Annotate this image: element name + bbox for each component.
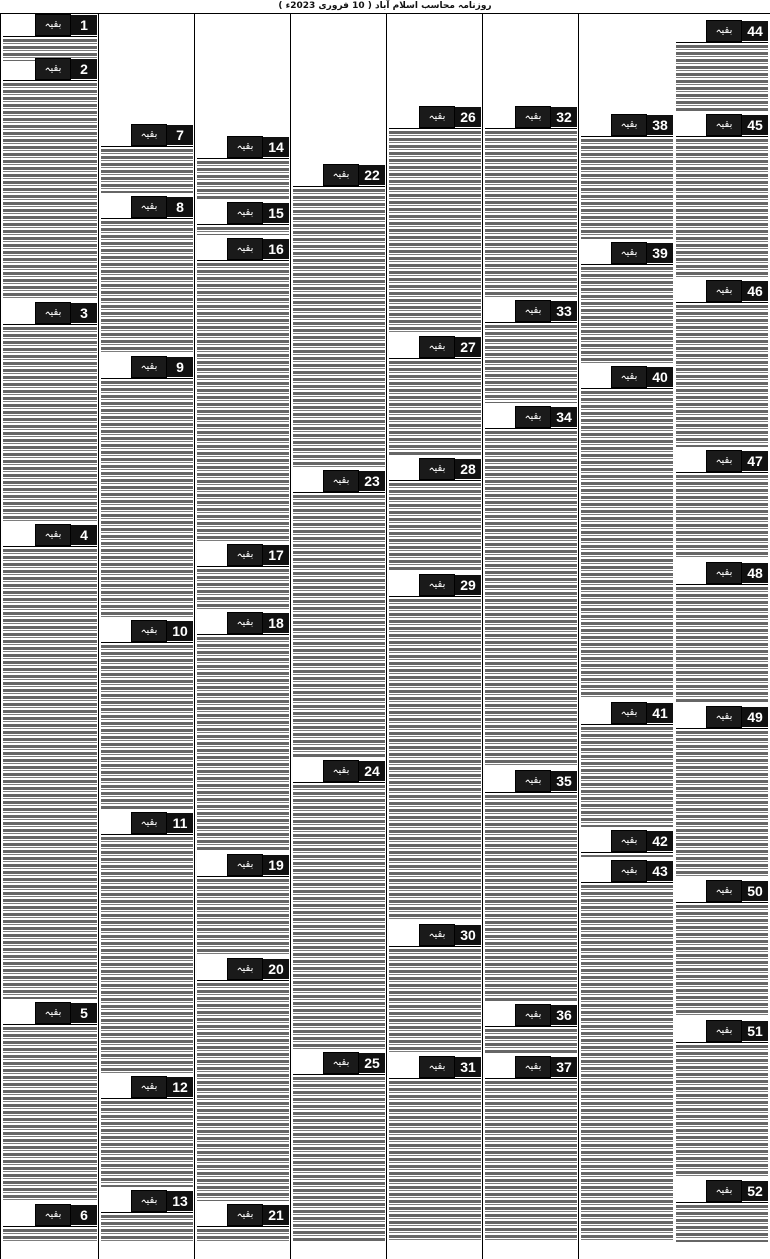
continuation-label: بقیہ bbox=[419, 574, 455, 596]
article-text-body bbox=[389, 599, 481, 921]
continuation-label: بقیہ bbox=[131, 196, 167, 218]
article-text-body bbox=[485, 1081, 577, 1242]
continuation-block bbox=[485, 406, 577, 768]
continuation-number: 9 bbox=[167, 357, 193, 377]
article-text-body bbox=[101, 381, 193, 617]
article-text-body bbox=[293, 785, 385, 1049]
continuation-header bbox=[3, 1204, 97, 1227]
continuation-block bbox=[581, 860, 673, 1243]
continuation-block bbox=[581, 702, 673, 828]
article-text-body bbox=[389, 1081, 481, 1242]
continuation-label: بقیہ bbox=[515, 300, 551, 322]
column-6 bbox=[194, 14, 291, 1259]
continuation-block bbox=[197, 544, 289, 610]
continuation-block bbox=[389, 924, 481, 1054]
continuation-label: بقیہ bbox=[35, 1002, 71, 1024]
article-text-body bbox=[293, 189, 385, 467]
continuation-block bbox=[101, 356, 193, 618]
continuation-label: بقیہ bbox=[131, 1190, 167, 1212]
article-text-body bbox=[676, 1045, 768, 1177]
continuation-block bbox=[293, 760, 385, 1050]
article-text-body bbox=[581, 391, 673, 699]
continuation-block bbox=[101, 1190, 193, 1243]
continuation-number: 5 bbox=[71, 1003, 97, 1023]
article-text-body bbox=[3, 1027, 97, 1201]
continuation-header bbox=[581, 830, 673, 853]
continuation-block bbox=[3, 1002, 97, 1202]
article-text-body bbox=[3, 327, 97, 521]
column-7 bbox=[98, 14, 195, 1259]
continuation-header bbox=[485, 106, 577, 129]
continuation-number: 11 bbox=[167, 813, 193, 833]
continuation-number: 47 bbox=[742, 451, 768, 471]
continuation-label: بقیہ bbox=[611, 830, 647, 852]
continuation-header bbox=[3, 1002, 97, 1025]
continuation-number: 2 bbox=[71, 59, 97, 79]
continuation-label: بقیہ bbox=[131, 124, 167, 146]
column-4 bbox=[386, 14, 483, 1259]
column-5 bbox=[290, 14, 387, 1259]
continuation-label: بقیہ bbox=[611, 702, 647, 724]
article-text-body bbox=[581, 885, 673, 1242]
continuation-block bbox=[485, 300, 577, 404]
continuation-header bbox=[101, 1190, 193, 1213]
continuation-label: بقیہ bbox=[611, 860, 647, 882]
article-text-body bbox=[485, 795, 577, 1001]
continuation-label: بقیہ bbox=[515, 1056, 551, 1078]
continuation-number: 30 bbox=[455, 925, 481, 945]
article-text-body bbox=[389, 131, 481, 333]
article-text-body bbox=[676, 475, 768, 559]
continuation-header bbox=[676, 562, 768, 585]
continuation-number: 12 bbox=[167, 1077, 193, 1097]
article-text-body bbox=[101, 645, 193, 809]
continuation-block bbox=[197, 238, 289, 542]
continuation-number: 16 bbox=[263, 239, 289, 259]
continuation-label: بقیہ bbox=[35, 58, 71, 80]
continuation-block bbox=[389, 458, 481, 572]
article-text-body bbox=[485, 1029, 577, 1053]
article-text-body bbox=[101, 1215, 193, 1242]
continuation-number: 51 bbox=[742, 1021, 768, 1041]
continuation-block bbox=[197, 854, 289, 956]
continuation-header bbox=[293, 470, 385, 493]
continuation-number: 8 bbox=[167, 197, 193, 217]
continuation-block bbox=[676, 880, 768, 1018]
continuation-header bbox=[676, 1180, 768, 1203]
continuation-header bbox=[3, 58, 97, 81]
article-text-body bbox=[101, 837, 193, 1073]
continuation-number: 43 bbox=[647, 861, 673, 881]
continuation-label: بقیہ bbox=[706, 20, 742, 42]
continuation-block bbox=[581, 830, 673, 858]
continuation-header bbox=[389, 924, 481, 947]
continuation-header bbox=[293, 164, 385, 187]
continuation-number: 14 bbox=[263, 137, 289, 157]
continuation-label: بقیہ bbox=[323, 164, 359, 186]
continuation-label: بقیہ bbox=[706, 450, 742, 472]
continuation-number: 4 bbox=[71, 525, 97, 545]
continuation-block bbox=[389, 1056, 481, 1243]
article-text-body bbox=[197, 161, 289, 199]
continuation-block bbox=[197, 958, 289, 1202]
continuation-header bbox=[197, 136, 289, 159]
continuation-header bbox=[581, 702, 673, 725]
continuation-label: بقیہ bbox=[706, 706, 742, 728]
article-text-body bbox=[197, 879, 289, 955]
article-text-body bbox=[101, 1101, 193, 1187]
continuation-block bbox=[581, 242, 673, 364]
continuation-header bbox=[3, 524, 97, 547]
continuation-number: 13 bbox=[167, 1191, 193, 1211]
continuation-label: بقیہ bbox=[611, 366, 647, 388]
continuation-label: بقیہ bbox=[131, 356, 167, 378]
article-text-body bbox=[485, 431, 577, 767]
continuation-label: بقیہ bbox=[706, 1180, 742, 1202]
continuation-block bbox=[101, 124, 193, 194]
continuation-label: بقیہ bbox=[227, 544, 263, 566]
article-text-body bbox=[197, 263, 289, 541]
continuation-label: بقیہ bbox=[419, 1056, 455, 1078]
continuation-block bbox=[676, 706, 768, 878]
continuation-header bbox=[581, 242, 673, 265]
continuation-header bbox=[3, 14, 97, 37]
continuation-number: 52 bbox=[742, 1181, 768, 1201]
continuation-block bbox=[581, 114, 673, 240]
continuation-block bbox=[101, 1076, 193, 1188]
continuation-block bbox=[3, 302, 97, 522]
continuation-block bbox=[581, 366, 673, 700]
article-text-body bbox=[389, 483, 481, 571]
article-text-body bbox=[676, 905, 768, 1017]
continuation-label: بقیہ bbox=[227, 136, 263, 158]
continuation-label: بقیہ bbox=[35, 302, 71, 324]
article-text-body bbox=[389, 361, 481, 455]
continuation-block bbox=[389, 336, 481, 456]
continuation-label: بقیہ bbox=[611, 242, 647, 264]
continuation-block bbox=[197, 136, 289, 200]
continuation-block bbox=[676, 280, 768, 448]
article-text-body bbox=[581, 139, 673, 239]
continuation-block bbox=[293, 470, 385, 758]
continuation-block bbox=[3, 524, 97, 1000]
article-text-body bbox=[293, 495, 385, 757]
article-text-body bbox=[293, 1077, 385, 1242]
continuation-header bbox=[293, 1052, 385, 1075]
continuation-block bbox=[676, 114, 768, 278]
continuation-label: بقیہ bbox=[227, 854, 263, 876]
continuation-number: 42 bbox=[647, 831, 673, 851]
continuation-number: 35 bbox=[551, 771, 577, 791]
continuation-number: 25 bbox=[359, 1053, 385, 1073]
article-text-body bbox=[3, 83, 97, 299]
article-text-body bbox=[676, 731, 768, 877]
continuation-header bbox=[485, 300, 577, 323]
article-text-body bbox=[197, 637, 289, 851]
continuation-label: بقیہ bbox=[323, 1052, 359, 1074]
article-text-body bbox=[3, 1229, 97, 1242]
continuation-header bbox=[197, 854, 289, 877]
article-text-body bbox=[581, 267, 673, 363]
continuation-label: بقیہ bbox=[131, 1076, 167, 1098]
continuation-label: بقیہ bbox=[515, 106, 551, 128]
continuation-block bbox=[676, 450, 768, 560]
continuation-header bbox=[197, 612, 289, 635]
article-text-body bbox=[197, 569, 289, 609]
continuation-number: 48 bbox=[742, 563, 768, 583]
continuation-number: 18 bbox=[263, 613, 289, 633]
continuation-number: 45 bbox=[742, 115, 768, 135]
continuation-header bbox=[101, 812, 193, 835]
column-1 bbox=[674, 14, 770, 1259]
continuation-label: بقیہ bbox=[419, 924, 455, 946]
continuation-block bbox=[101, 620, 193, 810]
continuation-label: بقیہ bbox=[706, 114, 742, 136]
continuation-number: 46 bbox=[742, 281, 768, 301]
continuation-number: 20 bbox=[263, 959, 289, 979]
continuation-number: 6 bbox=[71, 1205, 97, 1225]
article-text-body bbox=[389, 949, 481, 1053]
continuation-label: بقیہ bbox=[706, 280, 742, 302]
continuation-header bbox=[197, 544, 289, 567]
continuation-block bbox=[197, 202, 289, 236]
continuation-number: 28 bbox=[455, 459, 481, 479]
continuation-number: 24 bbox=[359, 761, 385, 781]
continuation-number: 23 bbox=[359, 471, 385, 491]
article-text-body bbox=[676, 587, 768, 703]
continuation-label: بقیہ bbox=[515, 406, 551, 428]
article-text-body bbox=[197, 227, 289, 235]
article-text-body bbox=[197, 1229, 289, 1242]
article-text-body bbox=[581, 855, 673, 857]
continuation-number: 10 bbox=[167, 621, 193, 641]
continuation-block bbox=[197, 612, 289, 852]
continuation-label: بقیہ bbox=[131, 812, 167, 834]
article-text-body bbox=[676, 1205, 768, 1242]
continuation-label: بقیہ bbox=[131, 620, 167, 642]
continuation-label: بقیہ bbox=[611, 114, 647, 136]
continuation-block bbox=[101, 812, 193, 1074]
continuation-label: بقیہ bbox=[515, 1004, 551, 1026]
continuation-number: 34 bbox=[551, 407, 577, 427]
column-2 bbox=[578, 14, 675, 1259]
continuation-header bbox=[197, 202, 289, 225]
continuation-label: بقیہ bbox=[515, 770, 551, 792]
continuation-number: 1 bbox=[71, 15, 97, 35]
continuation-header bbox=[389, 1056, 481, 1079]
continuation-header bbox=[485, 770, 577, 793]
continuation-header bbox=[676, 880, 768, 903]
continuation-header bbox=[485, 1004, 577, 1027]
continuation-header bbox=[485, 1056, 577, 1079]
continuation-header bbox=[293, 760, 385, 783]
continuation-block bbox=[485, 1004, 577, 1054]
article-text-body bbox=[101, 221, 193, 353]
continuation-number: 33 bbox=[551, 301, 577, 321]
column-8 bbox=[0, 14, 99, 1259]
article-text-body bbox=[485, 325, 577, 403]
continuation-header bbox=[197, 238, 289, 261]
continuation-number: 31 bbox=[455, 1057, 481, 1077]
continuation-number: 49 bbox=[742, 707, 768, 727]
continuation-number: 21 bbox=[263, 1205, 289, 1225]
continuation-label: بقیہ bbox=[419, 106, 455, 128]
continuation-label: بقیہ bbox=[419, 336, 455, 358]
continuation-header bbox=[101, 196, 193, 219]
continuation-label: بقیہ bbox=[419, 458, 455, 480]
continuation-block bbox=[3, 14, 97, 62]
continuation-block bbox=[676, 20, 768, 112]
continuation-label: بقیہ bbox=[227, 1204, 263, 1226]
continuation-number: 29 bbox=[455, 575, 481, 595]
article-text-body bbox=[676, 305, 768, 447]
continuation-number: 15 bbox=[263, 203, 289, 223]
continuation-header bbox=[389, 458, 481, 481]
article-text-body bbox=[676, 45, 768, 111]
continuation-header bbox=[389, 574, 481, 597]
article-text-body bbox=[485, 131, 577, 297]
continuation-number: 39 bbox=[647, 243, 673, 263]
continuation-number: 32 bbox=[551, 107, 577, 127]
continuation-header bbox=[485, 406, 577, 429]
continuation-header bbox=[3, 302, 97, 325]
article-text-body bbox=[3, 549, 97, 999]
continuation-block bbox=[485, 106, 577, 298]
continuation-number: 37 bbox=[551, 1057, 577, 1077]
continuation-header bbox=[101, 356, 193, 379]
column-3 bbox=[482, 14, 579, 1259]
continuation-label: بقیہ bbox=[706, 562, 742, 584]
continuation-header bbox=[581, 860, 673, 883]
continuation-number: 22 bbox=[359, 165, 385, 185]
continuation-label: بقیہ bbox=[227, 202, 263, 224]
continuation-number: 19 bbox=[263, 855, 289, 875]
page-header-dateline: روزنامہ محاسب اسلام آباد ( 10 فروری 2023ء ) bbox=[0, 0, 770, 14]
continuation-header bbox=[676, 450, 768, 473]
continuation-label: بقیہ bbox=[323, 760, 359, 782]
continuation-label: بقیہ bbox=[706, 880, 742, 902]
continuation-block bbox=[485, 770, 577, 1002]
continuation-label: بقیہ bbox=[35, 1204, 71, 1226]
continuation-block bbox=[676, 1020, 768, 1178]
continuation-header bbox=[197, 1204, 289, 1227]
continuation-header bbox=[676, 114, 768, 137]
continuation-number: 38 bbox=[647, 115, 673, 135]
continuation-block bbox=[293, 1052, 385, 1243]
continuation-number: 40 bbox=[647, 367, 673, 387]
continuation-label: بقیہ bbox=[227, 958, 263, 980]
continuation-block bbox=[485, 1056, 577, 1243]
continuation-header bbox=[389, 106, 481, 129]
article-text-body bbox=[581, 727, 673, 827]
continuation-block bbox=[293, 164, 385, 468]
continuation-header bbox=[101, 620, 193, 643]
continuation-block bbox=[3, 1204, 97, 1243]
article-text-body bbox=[197, 983, 289, 1201]
continuation-number: 41 bbox=[647, 703, 673, 723]
continuation-block bbox=[389, 574, 481, 922]
continuation-block bbox=[101, 196, 193, 354]
continuation-label: بقیہ bbox=[323, 470, 359, 492]
continuation-header bbox=[101, 1076, 193, 1099]
continuation-header bbox=[676, 20, 768, 43]
continuation-header bbox=[581, 114, 673, 137]
continuation-header bbox=[676, 1020, 768, 1043]
article-text-body bbox=[101, 149, 193, 193]
article-text-body bbox=[676, 139, 768, 277]
continuation-block bbox=[676, 1180, 768, 1243]
continuation-number: 26 bbox=[455, 107, 481, 127]
continuation-label: بقیہ bbox=[35, 14, 71, 36]
continuation-header bbox=[581, 366, 673, 389]
continuation-header bbox=[389, 336, 481, 359]
continuation-number: 50 bbox=[742, 881, 768, 901]
continuation-number: 27 bbox=[455, 337, 481, 357]
continuation-label: بقیہ bbox=[35, 524, 71, 546]
continuation-header bbox=[676, 280, 768, 303]
continuation-label: بقیہ bbox=[227, 612, 263, 634]
continuation-number: 3 bbox=[71, 303, 97, 323]
continuation-number: 36 bbox=[551, 1005, 577, 1025]
continuation-number: 17 bbox=[263, 545, 289, 565]
continuation-block bbox=[197, 1204, 289, 1243]
continuation-header bbox=[676, 706, 768, 729]
continuation-number: 7 bbox=[167, 125, 193, 145]
continuation-number: 44 bbox=[742, 21, 768, 41]
continuation-block bbox=[3, 58, 97, 300]
continuation-header bbox=[197, 958, 289, 981]
continuation-block bbox=[389, 106, 481, 334]
continuation-header bbox=[101, 124, 193, 147]
continuation-block bbox=[676, 562, 768, 704]
continuation-label: بقیہ bbox=[227, 238, 263, 260]
continuation-label: بقیہ bbox=[706, 1020, 742, 1042]
